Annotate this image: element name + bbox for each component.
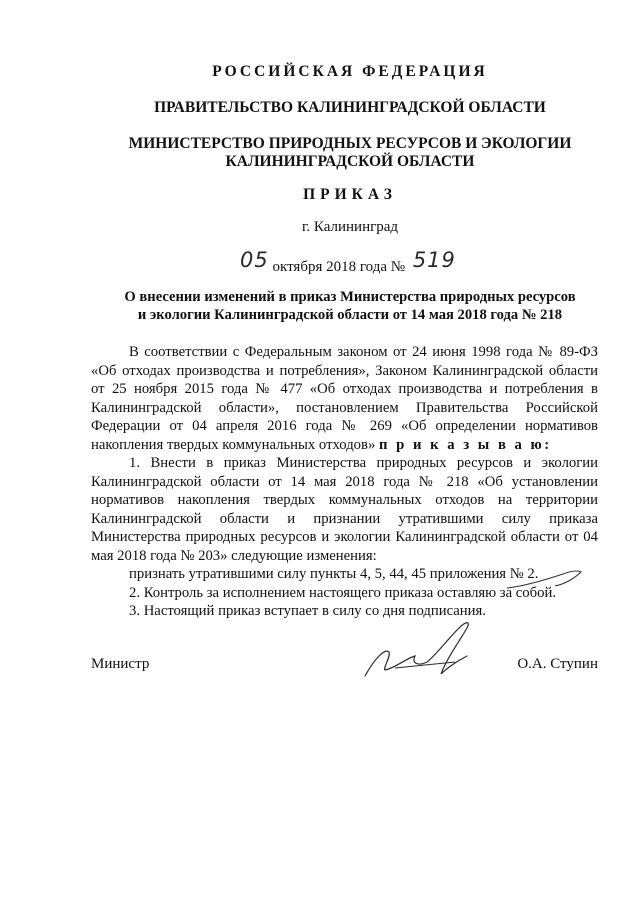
header-ministry [30, 135, 640, 171]
header-federation: РОССИЙСКАЯ ФЕДЕРАЦИЯ [212, 63, 488, 80]
body-item-1-sub: признать утратившими силу пункты 4, 5, 44, 45 приложения № 2. [129, 566, 539, 582]
signatory-position: Министр [91, 656, 150, 672]
body-item-2: 2. Контроль за исполнением настоящего приказа оставляю за собой. [129, 584, 556, 601]
orders-word: п р и к а з ы в а ю: [378, 436, 552, 453]
body-item-3: 3. Настоящий приказ вступает в силу со дня подписания. [129, 603, 486, 619]
body-preamble [91, 343, 598, 454]
initials-scribble [505, 564, 585, 594]
header-government: ПРАВИТЕЛЬСТВО КАЛИНИНГРАДСКОЙ ОБЛАСТИ [154, 99, 546, 116]
document-city: г. Калининград [301, 219, 399, 235]
header-ministry-line2: КАЛИНИНГРАДСКОЙ ОБЛАСТИ [225, 153, 475, 170]
date-month-year: октября 2018 года № [272, 259, 406, 275]
signatory-name: О.А. Ступин [517, 656, 598, 672]
document-subject [30, 288, 640, 324]
subject-line1: О внесении изменений в приказ Министерства природных ресурсов [124, 289, 576, 305]
body-item-1: 1. Внести в приказ Министерства природных ресурсов и экологии Калининградской области от 14 мая 2018 года № 218 «Об установлении нормативов накопления твердых коммунальных отходов на территории Калининградской области и признании утратившими силу приказа Министерства природных ресурсов и экологии Калининградской области от 04 мая 2018 года № 203» следующие изменения: [91, 455, 598, 564]
document-date-line [240, 248, 456, 276]
handwritten-day: 05 [240, 248, 269, 272]
handwritten-signature [355, 618, 495, 688]
document-type-title: ПРИКАЗ [303, 186, 397, 203]
handwritten-order-number: 519 [412, 248, 456, 272]
header-ministry-line1: МИНИСТЕРСТВО ПРИРОДНЫХ РЕСУРСОВ И ЭКОЛОГИИ [128, 135, 572, 152]
subject-line2: и экологии Калининградской области от 14 мая 2018 года № 218 [137, 307, 563, 323]
preamble-text: В соответствии с Федеральным законом от 24 июня 1998 года № 89-ФЗ «Об отходах производства и потребления», Законом Калининградской области от 25 ноября 2015 года № 477 «Об отходах производства и потребления в Калининградской области», постановлением Правительства Российской Федерации от 04 апреля 2016 года № 269 «Об определении нормативов накопления твердых коммунальных отходов» [91, 344, 598, 453]
